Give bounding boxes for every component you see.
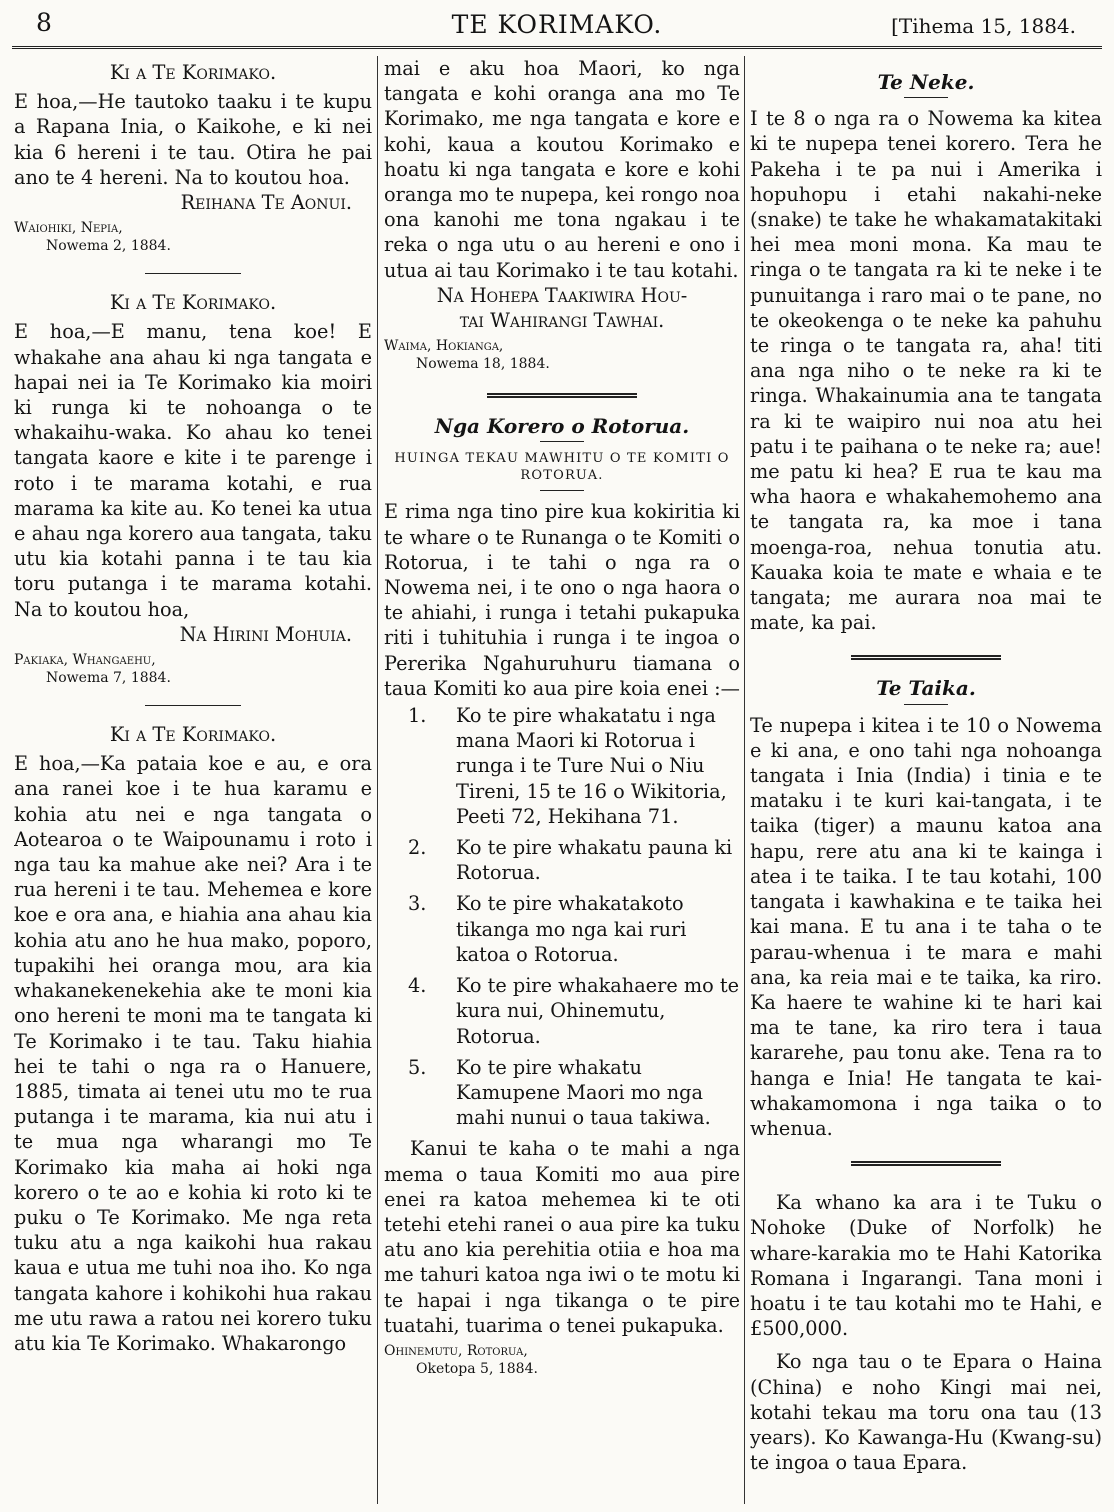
article-body: I te 8 o nga ra o Nowema ka kitea ki te nupepa tenei korero. Tera he Pakeha i te pa nui i Amerika i hopuhopu i etahi nakahi-neke (snake) te take he whakamatakitaki hei mea moni mona. Ka mau te ringa o te tangata ra ki te neke i te punuitanga i raro mai o te pane, no te okeokenga o te neke ka pahuhu te ringa o te tangata ra, aha! titi ana nga niho o te neke ra ki te ringa. Whakainumia ana te tangata ra ki te waipiro nui noa atu hei patu i te paihana o te neke ra; aue! me patu ki hea? E rua te kau ma wha haora e whakahemohemo ana te tangata ra, ka moe i tana moenga-roa, nehua tonutia atu. Kauaka koia te mate e whaia e te tangata; me aurara noa mai te mate, ka pai. xyxy=(750,107,1102,635)
item-number: 4. xyxy=(408,974,427,998)
letter-signature: Na Hohepa Taakiwira Hou- xyxy=(436,283,688,307)
page-number: 8 xyxy=(36,8,52,37)
article-place: Ohinemutu, Rotorua, xyxy=(384,1342,528,1359)
letter-place: Waiohiki, Nepia, xyxy=(14,220,123,237)
news-item: Ko nga tau o te Epara o Haina (China) e noho Kingi mai nei, kotahi tekau ma toru ona tau (13 years). Ko Kawanga-Hu (Kwang-su) te ingoa o taua Epara. xyxy=(750,1350,1102,1475)
list-item xyxy=(384,891,740,967)
article-title: Te Taika. xyxy=(876,676,976,701)
short-rule xyxy=(540,490,584,491)
letter-heading: Ki a Te Korimako. xyxy=(109,61,277,84)
short-rule xyxy=(904,704,948,705)
letter-date: Nowema 18, 1884. xyxy=(416,356,550,373)
article-closing: Kanui te kaha o te mahi a nga mema o taua Komiti mo aua pire enei ra katoa mehemea ki te oti tetehi etehi ranei o aua pire ka tuku atu ano kia perehitia otiia e hoa ma me tahuri katoa nga iwi o te motu ki te hapai i nga tikanga o te pire tuatahi, tuarima o tenei pukapuka. xyxy=(384,1137,740,1337)
letter-heading: Ki a Te Korimako. xyxy=(109,723,277,747)
article-subtitle: HUINGA TEKAU MAWHITU O TE KOMITI O ROTORUA. xyxy=(394,451,730,484)
short-rule xyxy=(540,441,584,442)
list-item xyxy=(384,703,740,829)
item-number: 1. xyxy=(408,704,427,728)
item-text: Ko te pire whakatu Kamupene Maori mo nga mahi nunui o taua takiwa. xyxy=(456,1055,711,1130)
issue-date: [Tihema 15, 1884. xyxy=(891,14,1076,38)
list-item xyxy=(384,835,740,885)
double-rule xyxy=(851,655,1001,662)
article-intro: E rima nga tino pire kua kokiritia ki te whare o te Runanga o te Komiti o Rotorua, i te tahi o nga ra o Nowema nei, i te ono o nga haora o te ahiahi, i runga i tetahi pukapuka riti i tuhituhia i runga i te ingoa o Pererika Ngahuruhuru tiamana o taua Komiti ko aua pire koia enei :— xyxy=(384,500,740,700)
letter-body: E hoa,—E manu, tena koe! E whakahe ana ahau ki nga tangata e hapai nei ia Te Korimako kia moiri ki runga ki te nohoanga o te whakaihu-waka. Ko ahau ko tenei tangata kaore e kite i te parenge i roto i te marama kotahi, e rua marama ka kite au. Ko tenei ka utua e ahau nga korero aua tangata, taku utu kia kotahi panna i te tau kia toru putanga i te marama kotahi. Na to koutou hoa, xyxy=(14,320,372,621)
double-rule xyxy=(851,1161,1001,1168)
short-rule xyxy=(904,97,948,98)
separator-rule xyxy=(145,273,241,274)
item-number: 2. xyxy=(408,836,427,860)
item-text: Ko te pire whakatatu i nga mana Maori ki Rotorua i runga i te Ture Nui o Niu Tireni, 15 te 16 o Wikitoria, Peeti 72, Hekihana 71. xyxy=(456,704,727,828)
article-body: Te nupepa i kitea i te 10 o Nowema e ki ana, e ono tahi nga nohoanga tangata i Inia (India) i tinia e te mataku i te kuri kai-tangata, i te taika (tiger) a maunu katoa ana hapu, rere atu ana ki te kainga i atea i te taika. I te tau kotahi, 100 tangata i kawhakina e te taika hei kai mana. E tu ana i te taha o te parau-whenua i te mara e mahi ana, ka reia mai e te taika, ka riro. Ka haere te wahine ki te hari kai ma te tane, ka riro tera i taua kararehe, pau tonu ake. Tena ra to hanga e Inia! He tangata te kai-whakamomona i nga taika o to whenua. xyxy=(750,713,1102,1140)
letter-place: Pakiaka, Whangaehu, xyxy=(14,652,156,669)
double-rule xyxy=(487,393,637,400)
letter-signature: Reihana Te Aonui. xyxy=(180,191,352,215)
letter-heading: Ki a Te Korimako. xyxy=(109,291,277,315)
item-number: 3. xyxy=(408,892,427,916)
item-text: Ko te pire whakahaere mo te kura nui, Ohinemutu, Rotorua. xyxy=(456,974,740,1048)
column-divider xyxy=(744,56,745,1504)
article-title: Te Neke. xyxy=(877,70,975,94)
letter-date: Nowema 2, 1884. xyxy=(46,238,171,255)
list-item xyxy=(384,973,740,1049)
news-item: Ka whano ka ara i te Tuku o Nohoke (Duke of Norfolk) he whare-karakia mo te Hahi Katorika Romana i Ingarangi. Tana moni i hoatu i te tau kotahi mo te Hahi, e £500,000. xyxy=(750,1191,1102,1341)
article-title: Nga Korero o Rotorua. xyxy=(434,414,690,439)
masthead xyxy=(12,6,1102,49)
list-item xyxy=(384,1055,740,1131)
item-text: Ko te pire whakatakoto tikanga mo nga kai ruri katoa o Rotorua. xyxy=(456,892,687,966)
letter-body: E hoa,—Ka pataia koe e au, e ora ana ranei koe i te hua karamu e kohia atu nei e nga tangata o Aotearoa o te Waipounamu i roto i nga tau ka mahue ake nei? Ara i te rua hereni i te tau. Mehemea e kore koe e ora ana, e hiahia ana ahau kia kohia atu ano he hua mako, poporo, tupakihi hei oranga mou, ara kia whakanekenekehia ake te moni kia ono hereni te moni ma te tangata ki Te Korimako i te tau. Taku hiahia hei te tahi o nga ra o Hanuere, 1885, timata ai tenei utu mo te rua putanga i te marama, kia nui atu i te mua nga wharangi mo Te Korimako kia maha ai hoki nga korero o te ao e kohia ki roto ki te puku o Te Korimako. Me nga reta tuku atu a nga kaikohi hua rakau kaua e utua me tuhi noa iho. Ko nga tangata kahore i kohikohi hua rakau me utu rawa a ratou nei korero tuku atu kia Te Korimako. Whakarongo xyxy=(14,752,372,1355)
letter-body: E hoa,—He tautoko taaku i te kupu a Rapana Inia, o Kaikohe, e ki nei kia 6 hereni i te tau. Otira he pai ano te 4 hereni. Na to koutou hoa. xyxy=(14,90,372,189)
letter-date: Nowema 7, 1884. xyxy=(46,670,171,687)
column-divider xyxy=(377,56,378,1504)
article-date: Oketopa 5, 1884. xyxy=(416,1360,538,1377)
item-number: 5. xyxy=(408,1055,427,1079)
column-3 xyxy=(750,56,1102,1502)
letter-place: Waima, Hokianga, xyxy=(384,338,504,355)
letter-signature: tai Wahirangi Tawhai. xyxy=(459,309,665,333)
column-1 xyxy=(14,56,372,1502)
letter-signature: Na Hirini Mohuia. xyxy=(179,622,352,646)
letter-continuation: mai e aku hoa Maori, ko nga tangata e kohi oranga ana mo Te Korimako, me nga tangata e kore e kohi, kaua a koutou Korimako e hoatu ki nga tangata e kore e kohi oranga mo te nupepa, kei rongo noa ona kanohi me tona ngakau i te reka o nga utu o au hereni e ono i utua ai tau Korimako i te tau kotahi. xyxy=(384,57,740,282)
column-2 xyxy=(384,56,740,1502)
separator-rule xyxy=(145,705,241,706)
item-text: Ko te pire whakatu pauna ki Rotorua. xyxy=(456,836,733,885)
newspaper-title: TE KORIMAKO. xyxy=(451,10,663,39)
bill-list xyxy=(384,703,740,1130)
